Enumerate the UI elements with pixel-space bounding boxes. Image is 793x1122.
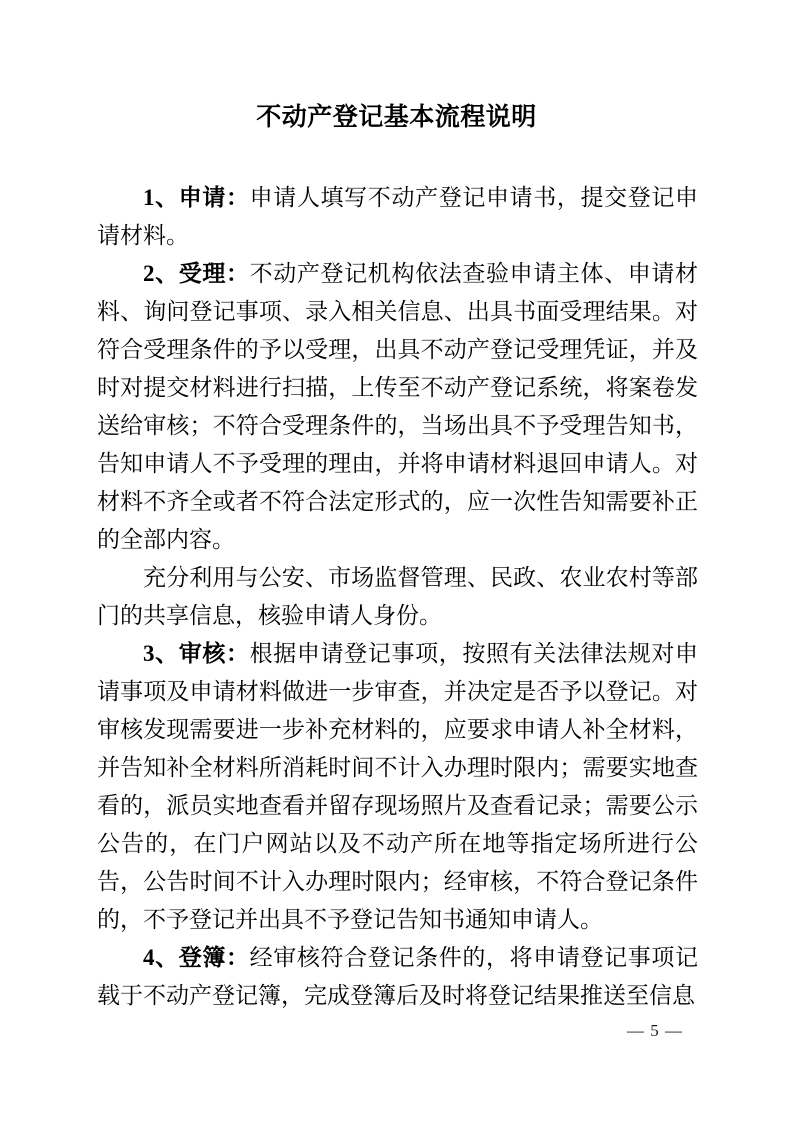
paragraph-label: 1、申请： xyxy=(143,185,250,210)
paragraph-label: 4、登簿： xyxy=(143,945,250,970)
paragraph-text: 充分利用与公安、市场监督管理、民政、农业农村等部门的共享信息，核验申请人身份。 xyxy=(97,565,698,628)
paragraph-text: 根据申请登记事项，按照有关法律法规对申请事项及申请材料做进一步审查，并决定是否予以登记。对审核发现需要进一步补充材料的，应要求申请人补全材料，并告知补全材料所消耗时间不计入办理时限内；需要实地查看的，派员实地查看并留存现场照片及查看记录；需要公示公告的，在门户网站以及不动产所在地等指定场所进行公告，公告时间不计入办理时限内；经审核，不符合登记条件的，不予登记并出具不予登记告知书通知申请人。 xyxy=(97,641,699,932)
paragraph-label: 2、受理： xyxy=(143,261,250,286)
paragraph-text: 不动产登记机构依法查验申请主体、申请材料、询问登记事项、录入相关信息、出具书面受理结果。对符合受理条件的予以受理，出具不动产登记受理凭证，并及时对提交材料进行扫描，上传至不动产登记系统，将案卷发送给审核；不符合受理条件的，当场出具不予受理告知书，告知申请人不予受理的理由，并将申请材料退回申请人。对材料不齐全或者不符合法定形式的，应一次性告知需要补正的全部内容。 xyxy=(97,261,699,552)
paragraph-label: 3、审核： xyxy=(143,641,250,666)
paragraph xyxy=(97,635,698,939)
paragraph-text: 申请人填写不动产登记申请书，提交登记申请材料。 xyxy=(97,185,699,248)
document-body xyxy=(97,179,698,1015)
paragraph xyxy=(97,179,698,255)
document-title: 不动产登记基本流程说明 xyxy=(256,104,537,131)
paragraph xyxy=(97,939,698,1015)
paragraph xyxy=(97,255,698,559)
page-number: — 5 — xyxy=(627,1021,683,1040)
paragraph-text: 经审核符合登记条件的，将申请登记事项记载于不动产登记簿，完成登簿后及时将登记结果推送至信息 xyxy=(97,945,699,1008)
paragraph xyxy=(97,559,698,635)
